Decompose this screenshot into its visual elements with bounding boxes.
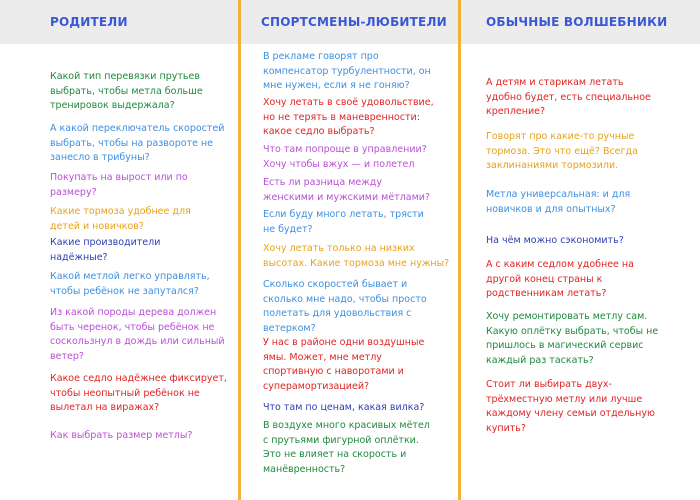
question-item: Какие тормоза удобнее для детей и новичков? [50, 206, 191, 232]
column-divider-right [458, 0, 461, 500]
question-item: В рекламе говорят про компенсатор турбулентности, он мне нужен, если я не гоняю? [263, 51, 431, 91]
question-item: Есть ли разница между женскими и мужскими мётлами? [263, 177, 430, 203]
question-item: На чём можно сэкономить? [486, 235, 624, 246]
question-item: Стоит ли выбирать двух-трёхместную метлу или лучше каждому члену семьи отдельную купить? [486, 379, 655, 434]
question-item: Какой тип перевязки прутьев выбрать, чтобы метла больше тренировок выдержала? [50, 71, 203, 111]
question-item: А какой переключатель скоростей выбрать, чтобы на развороте не занесло в трибуны? [50, 123, 225, 163]
column-divider-left [238, 0, 241, 500]
question-item: В воздухе много красивых мётел с прутьями фигурной оплётки. Это не влияет на скорость и манёвренность? [263, 420, 430, 475]
column-title-amateur-athletes: СПОРТСМЕНЫ-ЛЮБИТЕЛИ [261, 15, 447, 29]
question-item: А с каким седлом удобнее на другой конец страны к родственникам летать? [486, 259, 634, 299]
column-title-parents: РОДИТЕЛИ [50, 15, 128, 29]
question-item: Метла универсальная: и для новичков и для опытных? [486, 189, 631, 215]
question-item: Хочу летать в своё удовольствие, но не терять в маневренности: какое седло выбрать? [263, 97, 434, 137]
question-item: Что там по ценам, какая вилка? [263, 402, 425, 413]
question-item: У нас в районе одни воздушные ямы. Может, мне метлу спортивную с наворотами и супeрамортизацией? [263, 337, 425, 392]
question-item: Как выбрать размер метлы? [50, 430, 193, 441]
question-item: Если буду много летать, трясти не будет? [263, 209, 424, 235]
question-item: Какой метлой легко управлять, чтобы ребёнок не запутался? [50, 271, 210, 297]
column-title-ordinary-wizards: ОБЫЧНЫЕ ВОЛШЕБНИКИ [486, 15, 668, 29]
question-item: Из какой породы дерева должен быть черенок, чтобы ребёнок не соскользнул в дождь или сильный ветер? [50, 307, 225, 362]
question-item: Говорят про какие-то ручные тормоза. Это что ещё? Всегда заклинаниями тормозили. [486, 131, 638, 171]
question-item: Хочу летать только на низких высотах. Какие тормоза мне нужны? [263, 243, 450, 269]
question-item: А детям и старикам летать удобно будет, есть специальное крепление? [486, 77, 651, 117]
question-item: Покупать на вырост или по размеру? [50, 172, 188, 198]
question-item: Сколько скоростей бывает и сколько мне надо, чтобы просто полетать для удовольствия с ветерком? [263, 279, 427, 334]
question-item: Хочу ремонтировать метлу сам. Какую оплётку выбрать, чтобы не пришлось в магический сервис каждый раз таскать? [486, 311, 659, 366]
question-item: Какое седло надёжнее фиксирует, чтобы неопытный ребёнок не вылетал на виражах? [50, 373, 227, 413]
question-item: Какие производители надёжные? [50, 237, 161, 263]
question-item: Что там попроще в управлении? Хочу чтобы вжух — и полетел [263, 144, 427, 170]
